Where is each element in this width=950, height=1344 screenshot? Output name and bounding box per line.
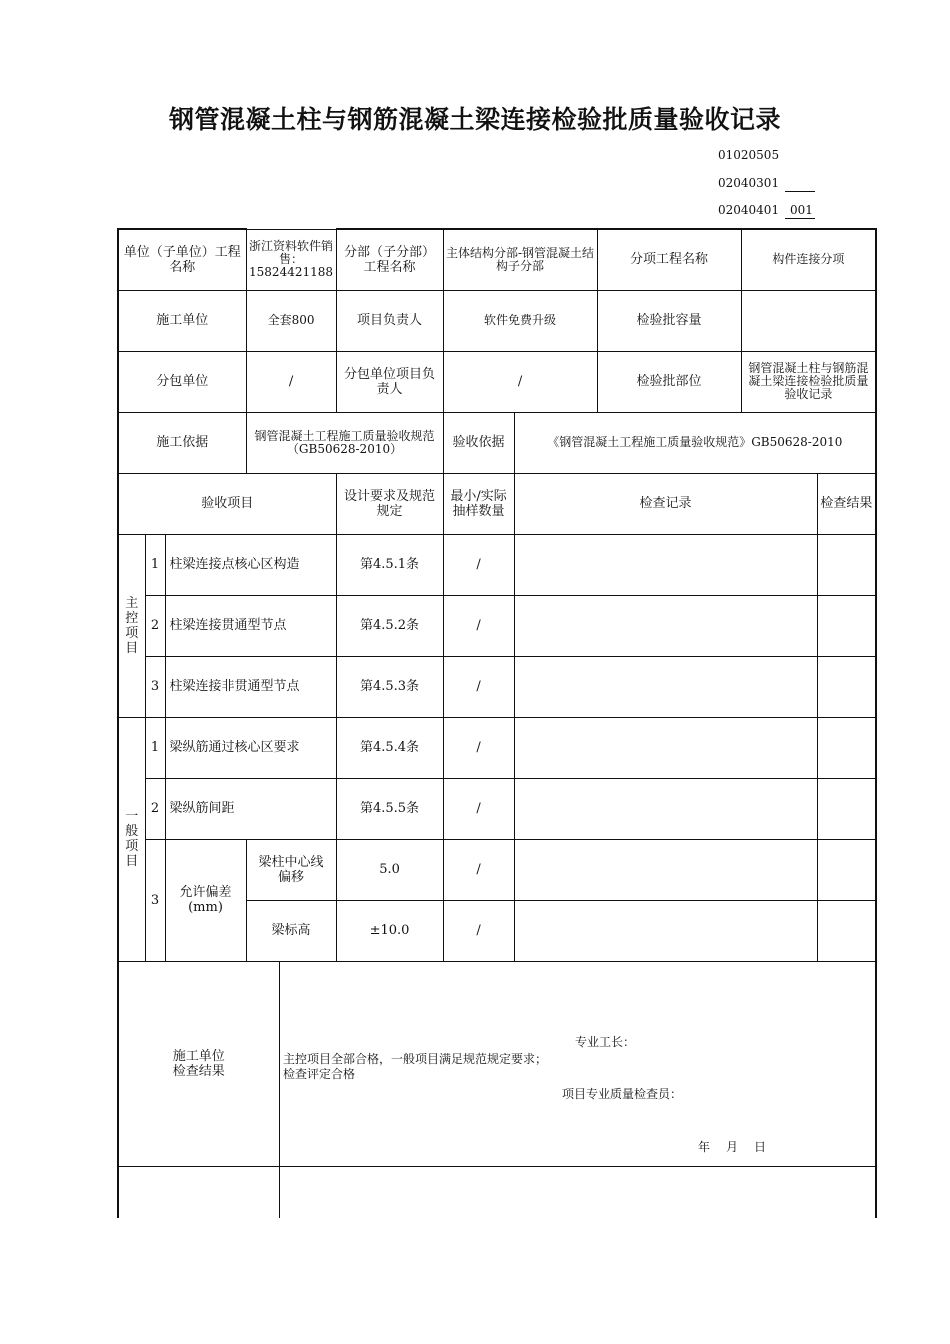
construction-basis-label: 施工依据 <box>118 412 246 473</box>
unit-name-label: 单位（子单位）工程名称 <box>118 229 246 290</box>
general-item-sample: / <box>443 717 514 778</box>
main-item-name: 柱梁连接点核心区构造 <box>165 534 336 595</box>
capacity-value <box>741 290 876 351</box>
unit-name-value: 浙江资料软件销售：15824421188 <box>246 229 336 290</box>
subitem-value: 构件连接分项 <box>741 229 876 290</box>
general-item-clause: 第4.5.5条 <box>336 778 443 839</box>
division-value: 主体结构分部-钢管混凝土结构子分部 <box>443 229 597 290</box>
general-item-result[interactable] <box>817 778 876 839</box>
acceptance-basis-value: 《钢管混凝土工程施工质量验收规范》GB50628-2010 <box>514 412 876 473</box>
main-item-no: 3 <box>145 656 165 717</box>
tolerance-value: ±10.0 <box>336 900 443 961</box>
code-3-suffix: 001 <box>790 203 813 217</box>
page-title: 钢管混凝土柱与钢筋混凝土梁连接检验批质量验收记录 <box>168 105 781 134</box>
tolerance-name: 梁标高 <box>246 900 336 961</box>
main-item-result[interactable] <box>817 656 876 717</box>
main-item-no: 2 <box>145 595 165 656</box>
general-item-name: 梁纵筋间距 <box>165 778 336 839</box>
main-item-sample: / <box>443 595 514 656</box>
main-item-clause: 第4.5.1条 <box>336 534 443 595</box>
subitem-label: 分项工程名称 <box>597 229 741 290</box>
sub-pm-label: 分包单位项目负责人 <box>336 351 443 412</box>
col-header-sample: 最小/实际抽样数量 <box>443 473 514 534</box>
inspection-part-value: 钢管混凝土柱与钢筋混凝土梁连接检验批质量验收记录 <box>741 351 876 412</box>
inspection-result-label: 施工单位检查结果 <box>118 961 279 1166</box>
tolerance-name: 梁柱中心线偏移 <box>246 839 336 900</box>
tolerance-record[interactable] <box>514 900 817 961</box>
col-header-design: 设计要求及规范规定 <box>336 473 443 534</box>
subcontractor-value: / <box>246 351 336 412</box>
supervision-area <box>279 1166 876 1218</box>
general-item-clause: 第4.5.4条 <box>336 717 443 778</box>
main-item-record[interactable] <box>514 656 817 717</box>
main-item-name: 柱梁连接非贯通型节点 <box>165 656 336 717</box>
col-header-result: 检查结果 <box>817 473 876 534</box>
constructor-label: 施工单位 <box>118 290 246 351</box>
main-item-clause: 第4.5.2条 <box>336 595 443 656</box>
general-item-result[interactable] <box>817 717 876 778</box>
tolerance-value: 5.0 <box>336 839 443 900</box>
code-2: 02040301 <box>718 176 780 190</box>
supervision-label <box>118 1166 279 1218</box>
main-control-label: 主控项目 <box>118 534 145 717</box>
subcontractor-label: 分包单位 <box>118 351 246 412</box>
code-3: 02040401 <box>718 203 780 217</box>
general-item-name: 梁纵筋通过核心区要求 <box>165 717 336 778</box>
project-manager-value: 软件免费升级 <box>443 290 597 351</box>
construction-basis-value: 钢管混凝土工程施工质量验收规范（GB50628-2010） <box>246 412 443 473</box>
foreman-signature: 专业工长： <box>575 1035 636 1049</box>
col-header-record: 检查记录 <box>514 473 817 534</box>
inspection-result-text: 主控项目全部合格，一般项目满足规范规定要求；检查评定合格 <box>283 1052 548 1081</box>
general-item-no: 2 <box>145 778 165 839</box>
general-items-label: 一般项目 <box>118 717 145 961</box>
main-item-no: 1 <box>145 534 165 595</box>
main-item-record[interactable] <box>514 595 817 656</box>
division-label: 分部（子分部）工程名称 <box>336 229 443 290</box>
main-item-sample: / <box>443 656 514 717</box>
main-item-result[interactable] <box>817 534 876 595</box>
main-item-result[interactable] <box>817 595 876 656</box>
code-1: 01020505 <box>718 148 780 162</box>
project-manager-label: 项目负责人 <box>336 290 443 351</box>
tolerance-result[interactable] <box>817 900 876 961</box>
general-item-no: 1 <box>145 717 165 778</box>
tolerance-no: 3 <box>145 839 165 961</box>
main-item-sample: / <box>443 534 514 595</box>
constructor-value: 全套800 <box>246 290 336 351</box>
capacity-label: 检验批容量 <box>597 290 741 351</box>
inspection-part-label: 检验批部位 <box>597 351 741 412</box>
main-item-name: 柱梁连接贯通型节点 <box>165 595 336 656</box>
tolerance-record[interactable] <box>514 839 817 900</box>
inspection-date: 年 月 日 <box>698 1140 769 1154</box>
general-item-sample: / <box>443 778 514 839</box>
main-item-record[interactable] <box>514 534 817 595</box>
code-2-blank <box>785 191 815 192</box>
main-item-clause: 第4.5.3条 <box>336 656 443 717</box>
tolerance-result[interactable] <box>817 839 876 900</box>
tolerance-sample: / <box>443 839 514 900</box>
general-item-record[interactable] <box>514 717 817 778</box>
tolerance-label: 允许偏差(mm) <box>165 839 246 961</box>
acceptance-basis-label: 验收依据 <box>443 412 514 473</box>
tolerance-sample: / <box>443 900 514 961</box>
col-header-item: 验收项目 <box>118 473 336 534</box>
inspector-signature: 项目专业质量检查员： <box>562 1087 683 1101</box>
code-3-underline <box>785 218 815 219</box>
general-item-record[interactable] <box>514 778 817 839</box>
sub-pm-value: / <box>443 351 597 412</box>
